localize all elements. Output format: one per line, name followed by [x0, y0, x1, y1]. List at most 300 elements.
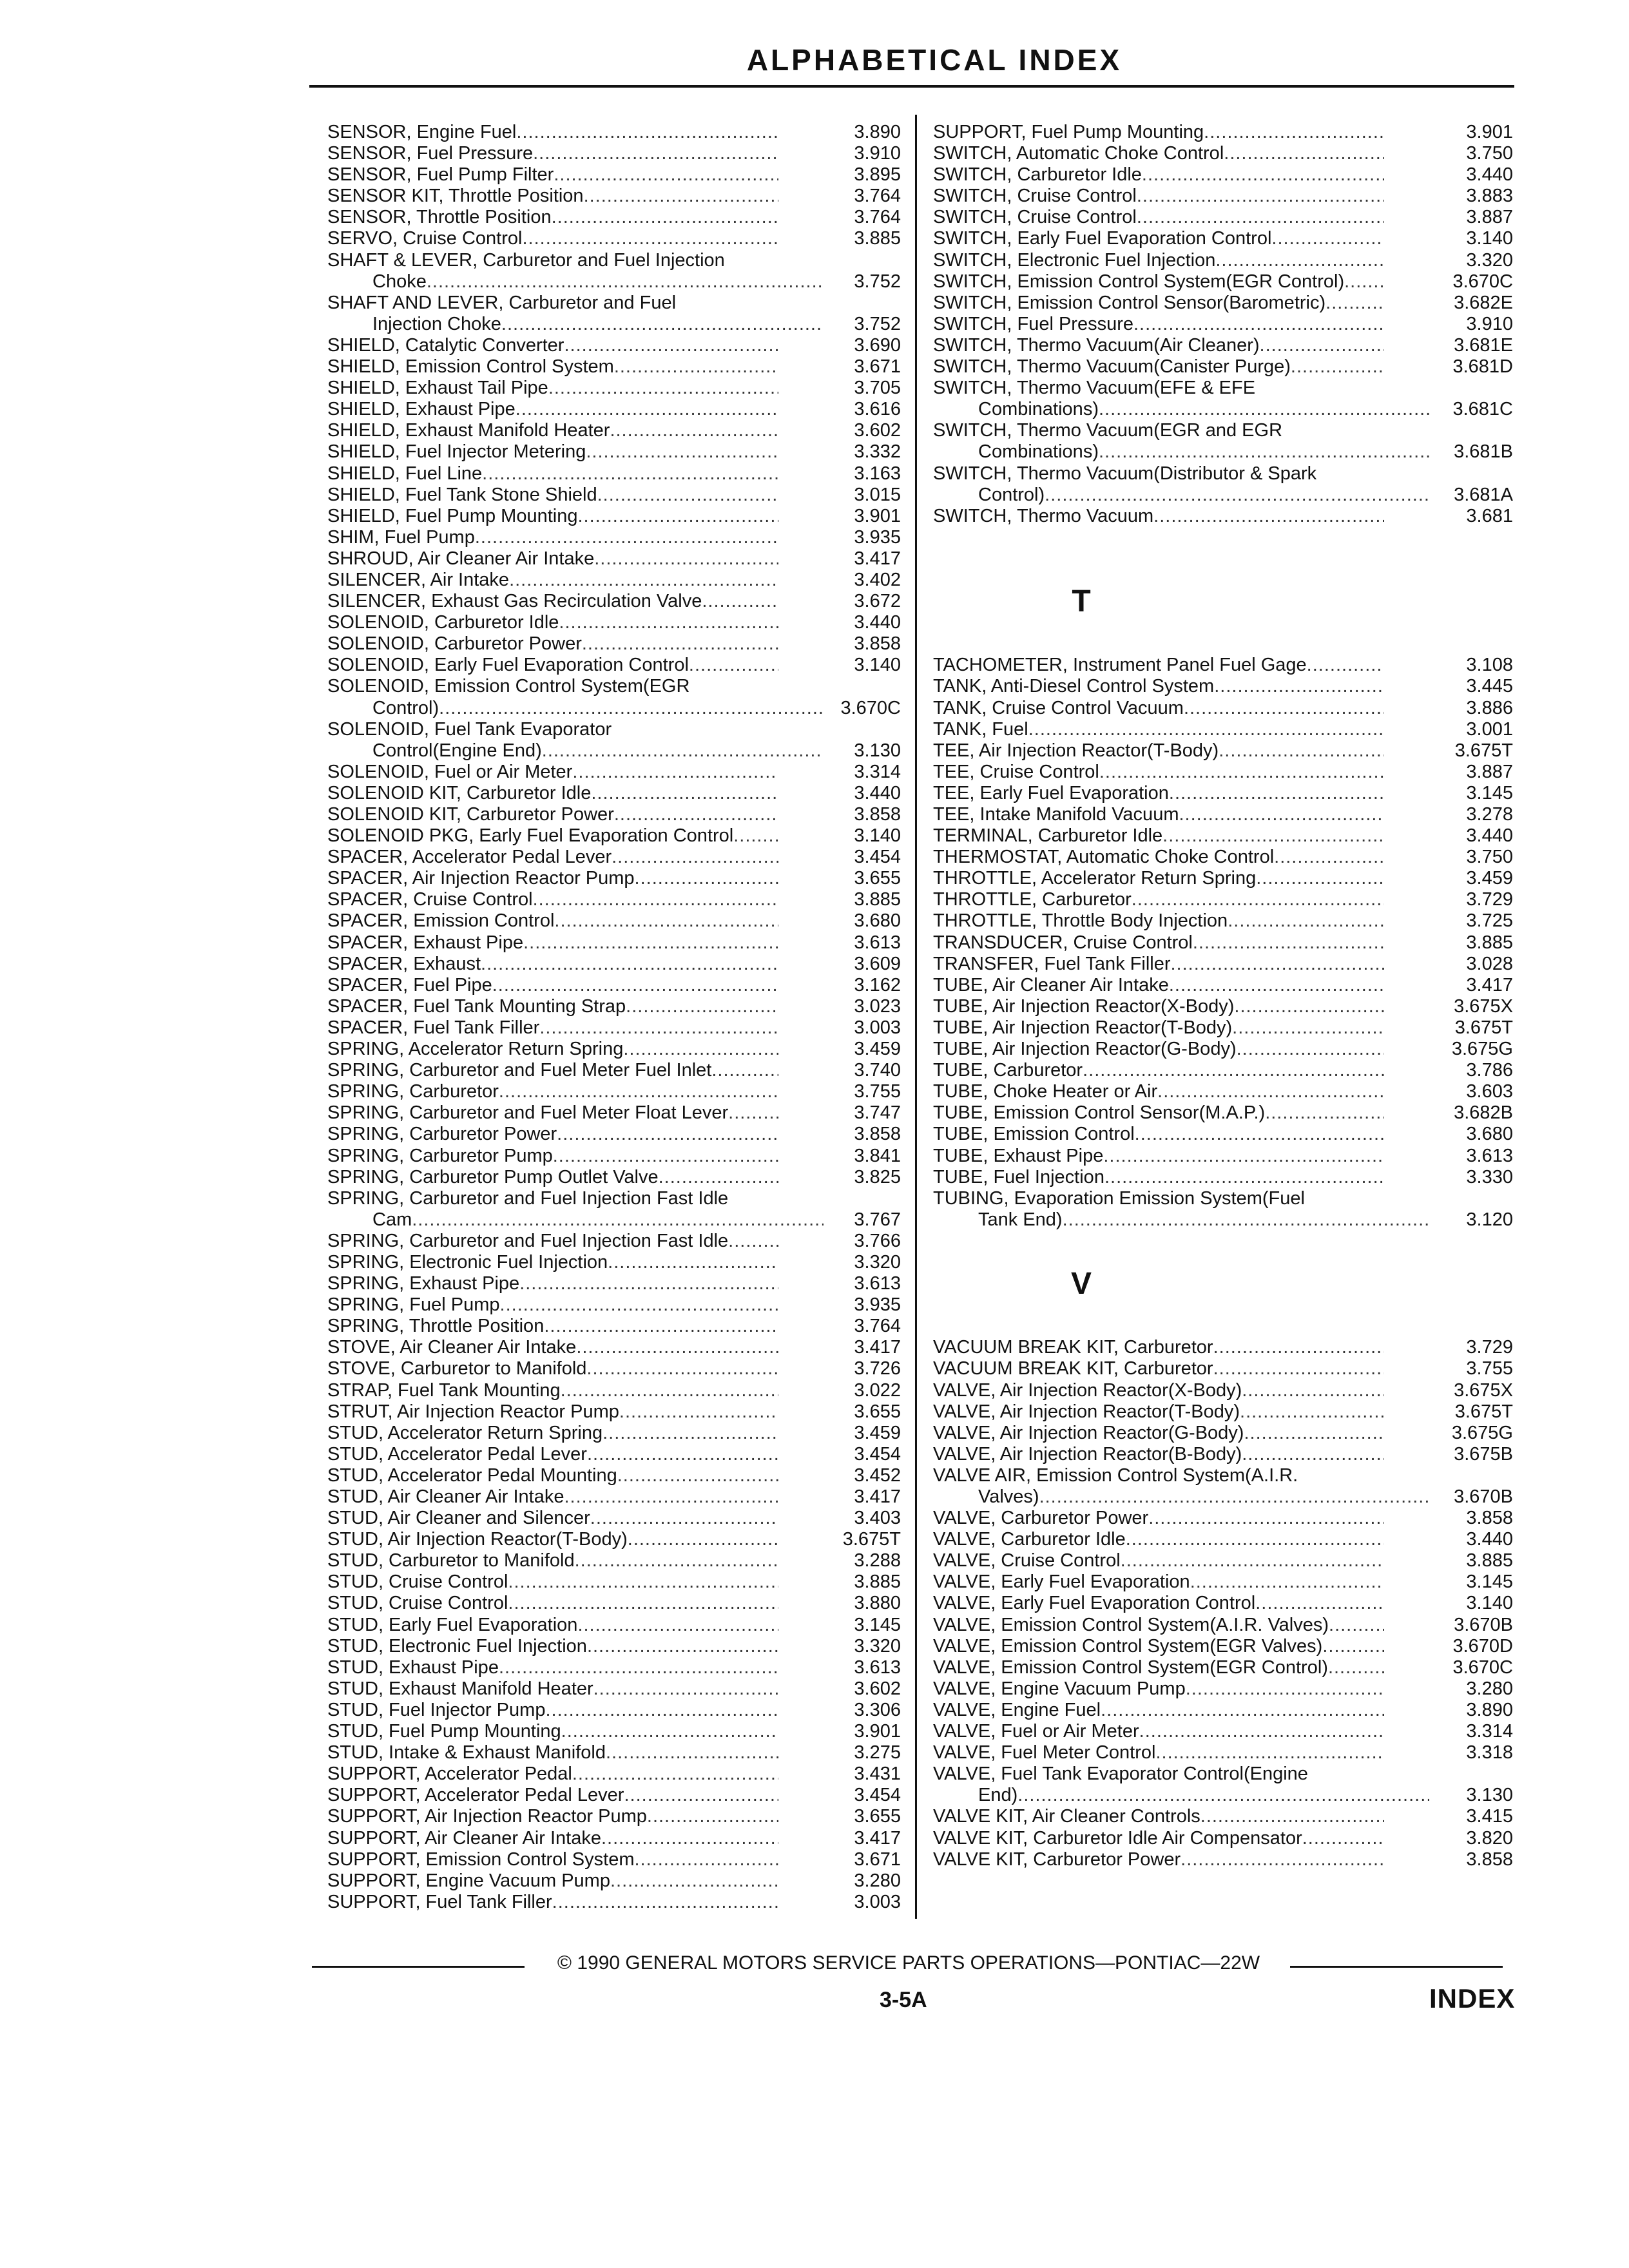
entry-page-ref: 3.459: [854, 1039, 901, 1060]
entry-text: SOLENOID, Emission Control System(EGR: [327, 676, 690, 697]
index-entry: [327, 1486, 901, 1508]
entry-page-ref: 3.402: [854, 569, 901, 590]
entry-page-ref: 3.901: [854, 1721, 901, 1742]
entry-page-ref: 3.001: [1466, 718, 1513, 740]
index-entry: [933, 1571, 1513, 1593]
entry-text: VALVE, Emission Control System(EGR Valves): [933, 1635, 1323, 1657]
entry-page-ref: 3.330: [1466, 1166, 1513, 1187]
entry-text: SENSOR, Fuel Pressure: [327, 143, 534, 164]
dot-leader: [553, 1146, 778, 1167]
index-entry: [933, 356, 1513, 378]
entry-page-ref: 3.602: [854, 420, 901, 441]
entry-page-ref: 3.935: [854, 1294, 901, 1316]
index-entry: [327, 1508, 901, 1529]
entry-text: VALVE, Air Injection Reactor(G-Body): [933, 1422, 1244, 1443]
entry-page-ref: 3.603: [1466, 1081, 1513, 1102]
entry-page-ref: 3.885: [854, 1571, 901, 1593]
entry-text: SPACER, Accelerator Pedal Lever: [327, 847, 612, 868]
dot-leader: [601, 1828, 778, 1849]
dot-leader: [548, 378, 778, 399]
entry-text: SPRING, Fuel Pump: [327, 1294, 500, 1316]
dot-leader: [728, 1231, 778, 1252]
index-entry: [327, 1039, 901, 1060]
index-entry: [327, 399, 901, 420]
entry-text: SOLENOID, Fuel Tank Evaporator: [327, 718, 612, 740]
entry-text: SPACER, Fuel Tank Filler: [327, 1017, 540, 1038]
copyright-line: © 1990 GENERAL MOTORS SERVICE PARTS OPERATIONS—PONTIAC—22W: [557, 1952, 1260, 1974]
entry-text: SHAFT & LEVER, Carburetor and Fuel Injection: [327, 249, 725, 271]
entry-page-ref: 3.886: [1466, 697, 1513, 718]
entry-text: SPACER, Air Injection Reactor Pump: [327, 868, 635, 889]
entry-page-ref: 3.145: [854, 1614, 901, 1635]
index-entry: [327, 1358, 901, 1379]
dot-leader: [1099, 762, 1384, 783]
entry-page-ref: 3.690: [854, 334, 901, 356]
dot-leader: [1219, 740, 1384, 762]
dot-leader: [597, 485, 778, 506]
entry-text: TUBE, Emission Control: [933, 1124, 1135, 1145]
title-rule: [309, 85, 1514, 88]
index-entry: [933, 271, 1513, 293]
entry-text: SUPPORT, Fuel Tank Filler: [327, 1891, 552, 1912]
dot-leader: [614, 804, 778, 825]
entry-text: TUBE, Emission Control Sensor(M.A.P.): [933, 1102, 1266, 1124]
dot-leader: [501, 314, 824, 335]
dot-leader: [1137, 207, 1384, 228]
entry-page-ref: 3.682E: [1454, 292, 1513, 313]
dot-leader: [1214, 676, 1384, 697]
index-entry: [933, 825, 1513, 847]
entry-text: Cam: [372, 1209, 412, 1230]
entry-text: SWITCH, Emission Control System(EGR Control): [933, 271, 1345, 292]
entry-text: TUBE, Air Cleaner Air Intake: [933, 974, 1169, 995]
entry-page-ref: 3.671: [854, 1849, 901, 1870]
entry-text: TUBE, Choke Heater or Air: [933, 1081, 1158, 1102]
dot-leader: [554, 164, 778, 186]
dot-leader: [1179, 804, 1384, 825]
dot-leader: [1204, 122, 1384, 143]
entry-page-ref: 3.841: [854, 1145, 901, 1166]
index-entry: [933, 1657, 1513, 1678]
column-divider: [915, 115, 917, 1919]
index-entry: [933, 122, 1513, 143]
entry-text: SUPPORT, Emission Control System: [327, 1849, 635, 1870]
entry-text: TUBE, Exhaust Pipe: [933, 1145, 1104, 1166]
entry-page-ref: 3.767: [854, 1209, 901, 1230]
page-number: 3-5A: [880, 1988, 927, 2012]
entry-text: SPACER, Fuel Tank Mounting Strap: [327, 995, 626, 1017]
entry-page-ref: 3.130: [1466, 1785, 1513, 1806]
index-entry: [933, 868, 1513, 889]
index-entry: [933, 1380, 1513, 1401]
entry-page-ref: 3.672: [854, 591, 901, 612]
entry-page-ref: 3.459: [1466, 868, 1513, 889]
dot-leader: [439, 698, 824, 719]
entry-text: VALVE, Air Injection Reactor(X-Body): [933, 1379, 1242, 1401]
entry-page-ref: 3.417: [1466, 974, 1513, 995]
entry-page-ref: 3.883: [1466, 186, 1513, 207]
index-entry: [933, 975, 1513, 996]
dot-leader: [1256, 868, 1384, 889]
index-entry: [327, 1763, 901, 1785]
entry-text: VALVE, Carburetor Power: [933, 1508, 1149, 1529]
entry-text: THERMOSTAT, Automatic Choke Control: [933, 847, 1275, 868]
entry-page-ref: 3.750: [1466, 847, 1513, 868]
dot-leader: [508, 1571, 778, 1593]
dot-leader: [1083, 1060, 1384, 1081]
index-entry: [933, 1102, 1513, 1124]
dot-leader: [1291, 356, 1384, 378]
entry-text: SPRING, Carburetor: [327, 1081, 499, 1102]
entry-page-ref: 3.306: [854, 1699, 901, 1720]
index-entry: [933, 1146, 1513, 1167]
entry-page-ref: 3.452: [854, 1465, 901, 1486]
index-entry: [327, 1231, 901, 1252]
dot-leader: [586, 1358, 778, 1379]
entry-page-ref: 3.003: [854, 1017, 901, 1038]
entry-text: STUD, Electronic Fuel Injection: [327, 1635, 587, 1657]
dot-leader: [1157, 1081, 1384, 1102]
index-entry: [933, 719, 1513, 740]
entry-text: SHIM, Fuel Pump: [327, 526, 475, 548]
index-entry: [933, 1508, 1513, 1529]
entry-page-ref: 3.681B: [1454, 441, 1513, 463]
dot-leader: [561, 1380, 778, 1401]
dot-leader: [1190, 1571, 1384, 1593]
dot-leader: [659, 1167, 778, 1188]
index-entry: [933, 762, 1513, 783]
entry-text: SPRING, Exhaust Pipe: [327, 1273, 520, 1294]
index-entry: [933, 1423, 1513, 1444]
entry-text: TUBING, Evaporation Emission System(Fuel: [933, 1187, 1305, 1209]
index-entry: [327, 1401, 901, 1423]
entry-text: TUBE, Air Injection Reactor(T-Body): [933, 1017, 1233, 1038]
entry-page-ref: 3.671: [854, 356, 901, 378]
entry-page-ref: 3.885: [854, 889, 901, 910]
dot-leader: [1234, 996, 1384, 1017]
dot-leader: [1063, 1209, 1429, 1231]
dot-leader: [635, 1849, 779, 1870]
entry-text: SHIELD, Exhaust Tail Pipe: [327, 378, 548, 399]
entry-text: STUD, Intake & Exhaust Manifold: [327, 1742, 606, 1763]
spacer: [933, 1294, 1513, 1316]
index-entry: [327, 420, 901, 441]
entry-text: SWITCH, Automatic Choke Control: [933, 143, 1224, 164]
index-entry: [933, 1081, 1513, 1102]
entry-text: TUBE, Air Injection Reactor(X-Body): [933, 995, 1235, 1017]
dot-leader: [1133, 314, 1384, 335]
entry-text: SPRING, Carburetor Pump: [327, 1145, 553, 1166]
entry-page-ref: 3.675T: [842, 1529, 901, 1550]
entry-page-ref: 3.440: [1466, 825, 1513, 847]
entry-page-ref: 3.613: [854, 1657, 901, 1678]
footer-rule-right: [1290, 1966, 1503, 1968]
entry-text: STUD, Accelerator Return Spring: [327, 1422, 603, 1443]
entry-page-ref: 3.885: [854, 228, 901, 249]
index-entry: [933, 1039, 1513, 1060]
entry-page-ref: 3.403: [854, 1508, 901, 1529]
dot-leader: [1101, 1700, 1384, 1721]
entry-page-ref: 3.858: [854, 633, 901, 655]
index-entry: [933, 1124, 1513, 1145]
dot-leader: [1169, 975, 1384, 996]
entry-text: VALVE, Early Fuel Evaporation: [933, 1571, 1190, 1593]
index-entry: [327, 1465, 901, 1486]
dot-leader: [1017, 1785, 1429, 1806]
dot-leader: [612, 847, 778, 868]
entry-text: VALVE, Early Fuel Evaporation Control: [933, 1593, 1256, 1614]
entry-text: Control(Engine End): [372, 740, 542, 761]
dot-leader: [412, 1209, 824, 1231]
index-entry: [327, 1337, 901, 1358]
dot-leader: [590, 1508, 778, 1529]
index-entry: [933, 420, 1513, 463]
index-entry: [933, 1444, 1513, 1465]
index-entry: [933, 1828, 1513, 1849]
entry-page-ref: 3.825: [854, 1166, 901, 1187]
index-entry: [327, 1615, 901, 1636]
dot-leader: [564, 1486, 778, 1508]
index-entry: [327, 186, 901, 207]
index-entry: [327, 1550, 901, 1571]
index-entry: [327, 1700, 901, 1721]
spacer: [933, 527, 1513, 548]
entry-page-ref: 3.681D: [1452, 356, 1513, 378]
entry-text: SHIELD, Exhaust Pipe: [327, 399, 516, 420]
dot-leader: [545, 1700, 778, 1721]
entry-page-ref: 3.729: [1466, 1337, 1513, 1358]
index-entry: [327, 356, 901, 378]
entry-text: SWITCH, Thermo Vacuum(Distributor & Spark: [933, 463, 1317, 484]
dot-leader: [593, 1678, 778, 1700]
entry-text: Combinations): [978, 441, 1099, 463]
entry-text: SPACER, Emission Control: [327, 910, 555, 932]
index-column-right: [933, 122, 1513, 1870]
entry-page-ref: 3.332: [854, 441, 901, 463]
dot-leader: [623, 1039, 778, 1060]
entry-page-ref: 3.885: [1466, 1550, 1513, 1571]
entry-text: Choke: [372, 271, 427, 292]
entry-text: SPRING, Throttle Position: [327, 1316, 545, 1337]
entry-page-ref: 3.459: [854, 1422, 901, 1443]
index-entry: [327, 1060, 901, 1081]
dot-leader: [1242, 1444, 1384, 1465]
index-entry: [933, 314, 1513, 335]
index-entry: [933, 186, 1513, 207]
entry-page-ref: 3.885: [1466, 932, 1513, 953]
entry-text: TUBE, Carburetor: [933, 1060, 1083, 1081]
entry-page-ref: 3.417: [854, 1827, 901, 1849]
index-entry: [933, 1188, 1513, 1231]
dot-leader: [587, 1444, 778, 1465]
entry-page-ref: 3.681E: [1454, 334, 1513, 356]
dot-leader: [1237, 1039, 1384, 1060]
entry-page-ref: 3.895: [854, 164, 901, 186]
index-entry: [327, 1102, 901, 1124]
index-entry: [327, 719, 901, 762]
dot-leader: [1302, 1828, 1384, 1849]
dot-leader: [1215, 250, 1384, 271]
entry-page-ref: 3.682B: [1454, 1102, 1513, 1124]
entry-text: SHIELD, Emission Control System: [327, 356, 614, 378]
dot-leader: [508, 1593, 778, 1614]
index-entry: [933, 143, 1513, 164]
entry-text: STUD, Carburetor to Manifold: [327, 1550, 575, 1571]
dot-leader: [1153, 506, 1384, 527]
entry-page-ref: 3.140: [1466, 228, 1513, 249]
spacer: [933, 1252, 1513, 1273]
dot-leader: [1099, 441, 1429, 463]
entry-text: SUPPORT, Accelerator Pedal: [327, 1763, 572, 1785]
entry-page-ref: 3.726: [854, 1358, 901, 1379]
entry-text: STUD, Accelerator Pedal Lever: [327, 1443, 587, 1465]
entry-text: SWITCH, Early Fuel Evaporation Control: [933, 228, 1272, 249]
entry-text: SPACER, Exhaust: [327, 953, 481, 974]
dot-leader: [1099, 399, 1429, 420]
dot-leader: [500, 1294, 778, 1316]
entry-text: SHIELD, Fuel Tank Stone Shield: [327, 484, 597, 505]
spacer: [933, 612, 1513, 633]
entry-page-ref: 3.320: [854, 1251, 901, 1273]
entry-text: SOLENOID PKG, Early Fuel Evaporation Control: [327, 825, 734, 847]
dot-leader: [552, 207, 778, 228]
entry-page-ref: 3.162: [854, 974, 901, 995]
entry-page-ref: 3.766: [854, 1230, 901, 1251]
entry-text: SILENCER, Air Intake: [327, 569, 510, 590]
index-entry: [327, 293, 901, 335]
entry-page-ref: 3.680: [854, 910, 901, 932]
entry-page-ref: 3.858: [1466, 1508, 1513, 1529]
index-entry: [933, 847, 1513, 868]
entry-page-ref: 3.729: [1466, 889, 1513, 910]
entry-text: VALVE, Emission Control System(EGR Control): [933, 1657, 1328, 1678]
dot-leader: [1148, 1508, 1384, 1529]
index-entry: [933, 1550, 1513, 1571]
entry-page-ref: 3.655: [854, 1806, 901, 1827]
dot-leader: [516, 122, 778, 143]
entry-page-ref: 3.675T: [1454, 1017, 1513, 1038]
dot-leader: [1169, 783, 1384, 804]
entry-text: SUPPORT, Air Injection Reactor Pump: [327, 1806, 647, 1827]
dot-leader: [606, 1742, 778, 1763]
index-entry: [327, 1017, 901, 1039]
spacer: [933, 1231, 1513, 1252]
entry-text: SPRING, Carburetor and Fuel Injection Fast Idle: [327, 1230, 729, 1251]
dot-leader: [509, 570, 778, 591]
entry-page-ref: 3.764: [854, 207, 901, 228]
entry-text: SPRING, Carburetor Power: [327, 1124, 557, 1145]
index-entry: [327, 804, 901, 825]
entry-page-ref: 3.431: [854, 1763, 901, 1785]
index-entry: [933, 783, 1513, 804]
dot-leader: [522, 228, 778, 249]
spacer: [933, 548, 1513, 570]
entry-text: TRANSDUCER, Cruise Control: [933, 932, 1193, 953]
dot-leader: [1274, 847, 1384, 868]
entry-page-ref: 3.163: [854, 463, 901, 484]
entry-text: STUD, Accelerator Pedal Mounting: [327, 1465, 617, 1486]
entry-text: VALVE, Engine Fuel: [933, 1699, 1101, 1720]
entry-page-ref: 3.440: [854, 612, 901, 633]
dot-leader: [559, 612, 778, 633]
entry-page-ref: 3.023: [854, 995, 901, 1017]
entry-text: STRUT, Air Injection Reactor Pump: [327, 1401, 619, 1422]
entry-text: SHIELD, Exhaust Manifold Heater: [327, 420, 610, 441]
entry-text: SHIELD, Fuel Line: [327, 463, 483, 484]
entry-text: VALVE, Carburetor Idle: [933, 1529, 1126, 1550]
entry-text: SUPPORT, Air Cleaner Air Intake: [327, 1827, 601, 1849]
dot-leader: [572, 762, 778, 783]
dot-leader: [614, 356, 778, 378]
index-entry: [327, 1657, 901, 1678]
dot-leader: [544, 1316, 778, 1337]
index-entry: [327, 1252, 901, 1273]
entry-page-ref: 3.440: [854, 782, 901, 803]
entry-text: SWITCH, Cruise Control: [933, 186, 1137, 207]
index-entry: [327, 1678, 901, 1700]
index-entry: [327, 868, 901, 889]
index-entry: [327, 1806, 901, 1827]
entry-page-ref: 3.675B: [1454, 1443, 1513, 1465]
entry-text: SPACER, Cruise Control: [327, 889, 533, 910]
entry-page-ref: 3.015: [854, 484, 901, 505]
dot-leader: [647, 1806, 778, 1827]
index-entry: [327, 1870, 901, 1892]
dot-leader: [635, 868, 778, 889]
index-entry: [327, 954, 901, 975]
dot-leader: [1329, 1615, 1384, 1636]
index-entry: [933, 1849, 1513, 1870]
index-entry: [327, 1571, 901, 1593]
dot-leader: [1139, 1721, 1384, 1742]
dot-leader: [584, 186, 778, 207]
entry-page-ref: 3.670C: [840, 697, 901, 718]
entry-text: SWITCH, Carburetor Idle: [933, 164, 1142, 186]
index-entry: [327, 1444, 901, 1465]
entry-page-ref: 3.675X: [1454, 995, 1513, 1017]
entry-page-ref: 3.681C: [1452, 399, 1513, 420]
index-entry: [327, 655, 901, 676]
entry-page-ref: 3.613: [854, 1273, 901, 1294]
entry-text: VALVE, Engine Vacuum Pump: [933, 1678, 1186, 1699]
index-entry: [327, 1785, 901, 1806]
entry-page-ref: 3.764: [854, 1316, 901, 1337]
entry-text: SPRING, Carburetor and Fuel Meter Float Lever: [327, 1102, 729, 1124]
entry-page-ref: 3.670B: [1454, 1486, 1513, 1507]
entry-page-ref: 3.108: [1466, 655, 1513, 676]
entry-text: SENSOR KIT, Throttle Position: [327, 186, 584, 207]
dot-leader: [1232, 1017, 1384, 1039]
index-entry: [327, 335, 901, 356]
section-heading: T: [1072, 584, 1091, 619]
entry-page-ref: 3.440: [1466, 1529, 1513, 1550]
index-entry: [327, 250, 901, 293]
index-entry: [327, 1828, 901, 1849]
entry-page-ref: 3.613: [854, 932, 901, 953]
dot-leader: [610, 420, 778, 441]
index-entry: [327, 932, 901, 954]
entry-text: SWITCH, Thermo Vacuum: [933, 505, 1154, 526]
index-entry: [327, 1892, 901, 1913]
index-entry: [933, 1721, 1513, 1742]
entry-page-ref: 3.675T: [1454, 740, 1513, 761]
dot-leader: [728, 1102, 778, 1124]
dot-leader: [1213, 1337, 1384, 1358]
index-entry: [327, 1081, 901, 1102]
dot-leader: [702, 591, 778, 612]
index-entry: [327, 1188, 901, 1231]
entry-page-ref: 3.755: [1466, 1358, 1513, 1379]
